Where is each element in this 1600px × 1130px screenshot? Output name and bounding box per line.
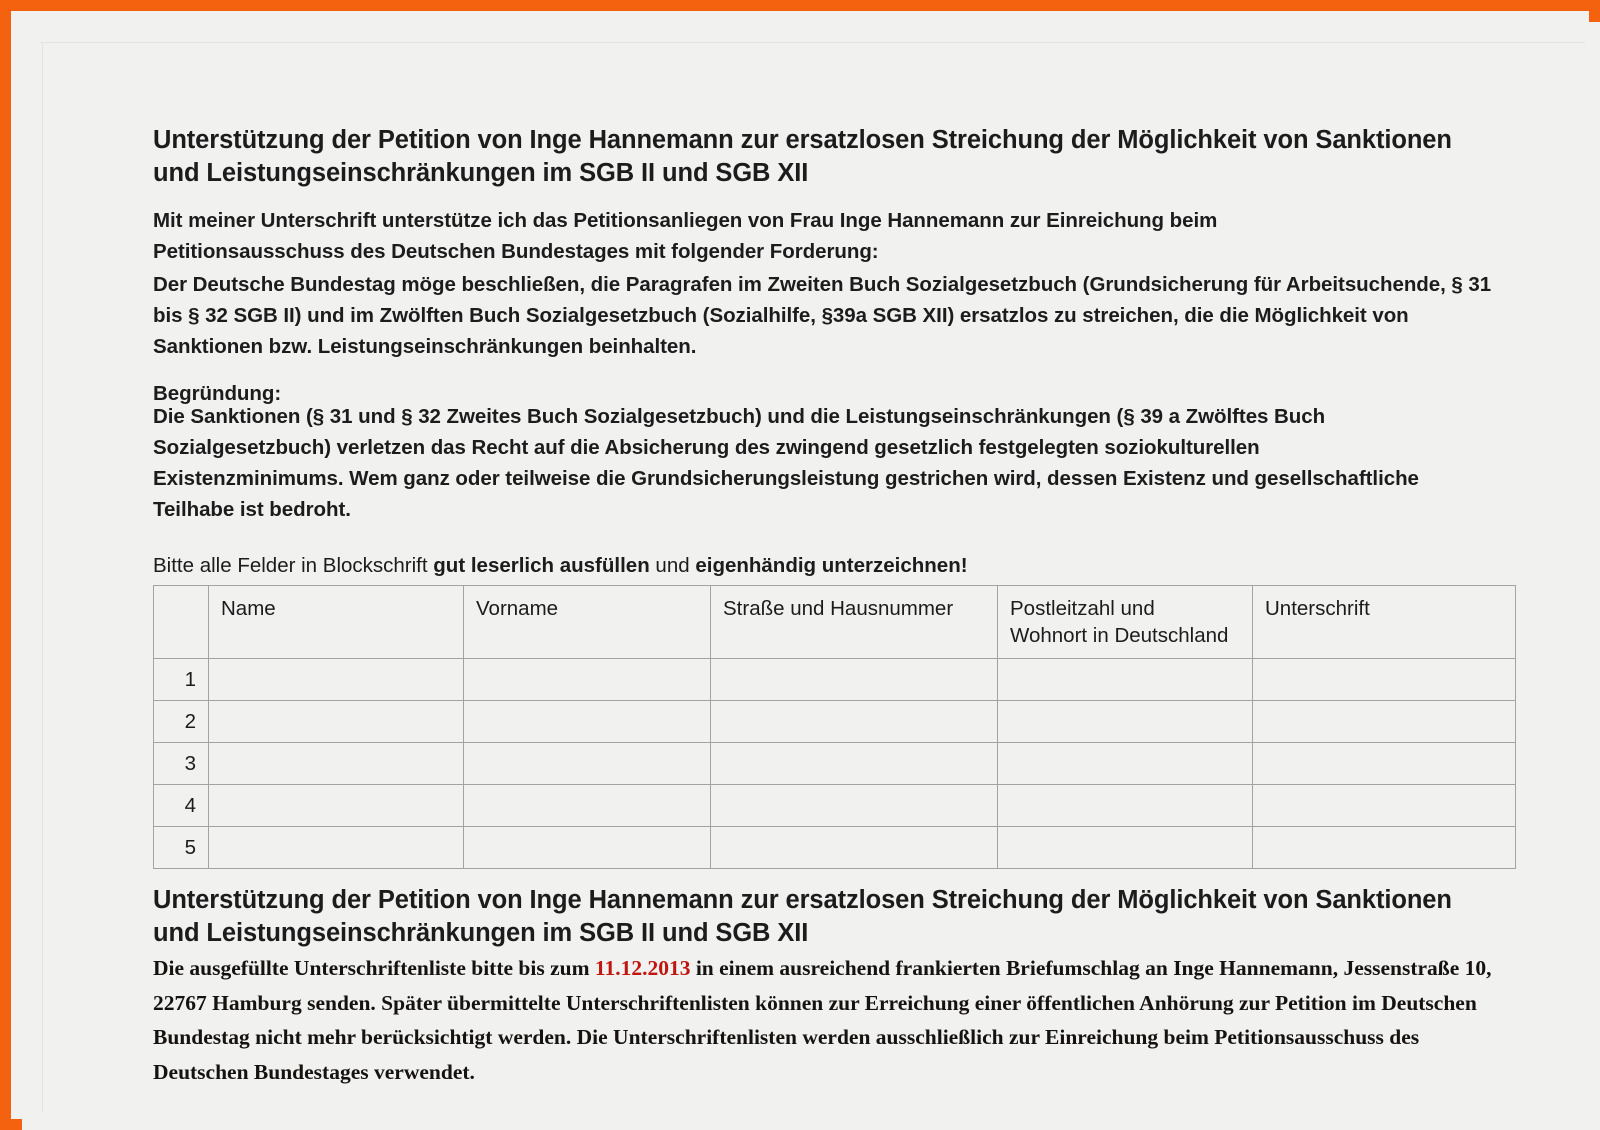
table-header-row <box>154 586 1516 659</box>
table-row <box>154 701 1516 743</box>
table-row <box>154 659 1516 701</box>
cell-plz[interactable] <box>998 785 1253 827</box>
page-title: Unterstützung der Petition von Inge Hannemann zur ersatzlosen Streichung der Möglichkeit von Sanktionen und Leistungseinschränkungen im SGB II und SGB XII <box>153 126 1452 187</box>
submission-deadline-date: 11.12.2013 <box>594 956 691 980</box>
cell-strasse[interactable] <box>711 743 998 785</box>
signature-table <box>153 585 1516 869</box>
column-header-number <box>154 586 209 659</box>
column-header-postleitzahl-line1: Postleitzahl und <box>1010 597 1155 620</box>
mailing-instructions <box>153 951 1508 1089</box>
mailing-instructions-after-deadline: in einem ausreichend frankierten Briefumschlag an Inge Hannemann, Jessenstraße 10, 22767 Hamburg senden. Später übermittelte Unterschriftenlisten können zur Erreichung einer öffentlichen Anhörung zur Petition im Deutschen Bundestag nicht mehr berücksichtigt werden. Die Unterschriftenlisten werden ausschließlich zur Einreichung beim Petitionsausschuss des Deutschen Bundestages verwendet. <box>153 956 1492 1084</box>
reason-paragraph: Die Sanktionen (§ 31 und § 32 Zweites Buch Sozialgesetzbuch) und die Leistungseinschränkungen (§ 39 a Zwölftes Buch Sozialgesetzbuch) verletzen das Recht auf die Absicherung des zwingend gesetzlich festgelegten soziokulturellen Existenzminimums. Wem ganz oder teilweise die Grundsicherungsleistung gestrichen wird, dessen Existenz und gesellschaftliche Teilhabe ist bedroht. <box>153 405 1419 521</box>
column-header-strasse: Straße und Hausnummer <box>711 586 998 659</box>
scan-edge-left <box>42 42 43 1112</box>
cell-unterschrift[interactable] <box>1253 827 1516 869</box>
cell-vorname[interactable] <box>464 827 711 869</box>
cell-unterschrift[interactable] <box>1253 659 1516 701</box>
cell-vorname[interactable] <box>464 701 711 743</box>
cell-name[interactable] <box>209 659 464 701</box>
cell-vorname[interactable] <box>464 785 711 827</box>
cell-strasse[interactable] <box>711 827 998 869</box>
fill-instruction <box>153 551 1153 581</box>
cell-strasse[interactable] <box>711 659 998 701</box>
fill-instruction-part1: Bitte alle Felder in Blockschrift <box>153 554 434 577</box>
table-row <box>154 827 1516 869</box>
cell-strasse[interactable] <box>711 785 998 827</box>
cell-vorname[interactable] <box>464 743 711 785</box>
row-number: 5 <box>154 827 209 869</box>
row-number: 1 <box>154 659 209 701</box>
cell-unterschrift[interactable] <box>1253 743 1516 785</box>
document-sheet <box>22 22 1600 1130</box>
cell-plz[interactable] <box>998 827 1253 869</box>
cell-strasse[interactable] <box>711 701 998 743</box>
cell-unterschrift[interactable] <box>1253 701 1516 743</box>
cell-name[interactable] <box>209 743 464 785</box>
mailing-instructions-before-deadline: Die ausgefüllte Unterschriftenliste bitte bis zum <box>153 956 595 980</box>
column-header-postleitzahl <box>998 586 1253 659</box>
cell-plz[interactable] <box>998 743 1253 785</box>
column-header-postleitzahl-line2: Wohnort in Deutschland <box>1010 624 1229 647</box>
reason-label: Begründung: <box>153 382 282 405</box>
cell-plz[interactable] <box>998 701 1253 743</box>
fill-instruction-part2: und <box>649 554 696 577</box>
cell-plz[interactable] <box>998 659 1253 701</box>
row-number: 4 <box>154 785 209 827</box>
row-number: 3 <box>154 743 209 785</box>
table-row <box>154 785 1516 827</box>
page-title-bottom: Unterstützung der Petition von Inge Hannemann zur ersatzlosen Streichung der Möglichkeit von Sanktionen und Leistungseinschränkungen im SGB II und SGB XII <box>153 886 1452 947</box>
table-row <box>154 743 1516 785</box>
cell-name[interactable] <box>209 827 464 869</box>
column-header-vorname: Vorname <box>464 586 711 659</box>
scan-edge-top <box>40 42 1585 43</box>
column-header-unterschrift: Unterschrift <box>1253 586 1516 659</box>
column-header-name: Name <box>209 586 464 659</box>
cell-name[interactable] <box>209 785 464 827</box>
cell-name[interactable] <box>209 701 464 743</box>
row-number: 2 <box>154 701 209 743</box>
fill-instruction-bold2: eigenhändig unterzeichnen! <box>695 554 968 577</box>
cell-vorname[interactable] <box>464 659 711 701</box>
signature-table-body <box>154 659 1516 869</box>
fill-instruction-bold1: gut leserlich ausfüllen <box>433 554 650 577</box>
demand-paragraph: Der Deutsche Bundestag möge beschließen, die Paragrafen im Zweiten Buch Sozialgesetzbuch (Grundsicherung für Arbeitsuchende, § 31 bis § 32 SGB II) und im Zwölften Buch Sozialgesetzbuch (Sozialhilfe, §39a SGB XII) ersatzlos zu streichen, die die Möglichkeit von Sanktionen bzw. Leistungseinschränkungen beinhalten. <box>153 273 1492 358</box>
intro-paragraph: Mit meiner Unterschrift unterstütze ich das Petitionsanliegen von Frau Inge Hannemann zur Einreichung beim Petitionsausschuss des Deutschen Bundestages mit folgender Forderung: <box>153 209 1218 263</box>
signature-table-wrapper <box>153 585 1515 869</box>
cell-unterschrift[interactable] <box>1253 785 1516 827</box>
